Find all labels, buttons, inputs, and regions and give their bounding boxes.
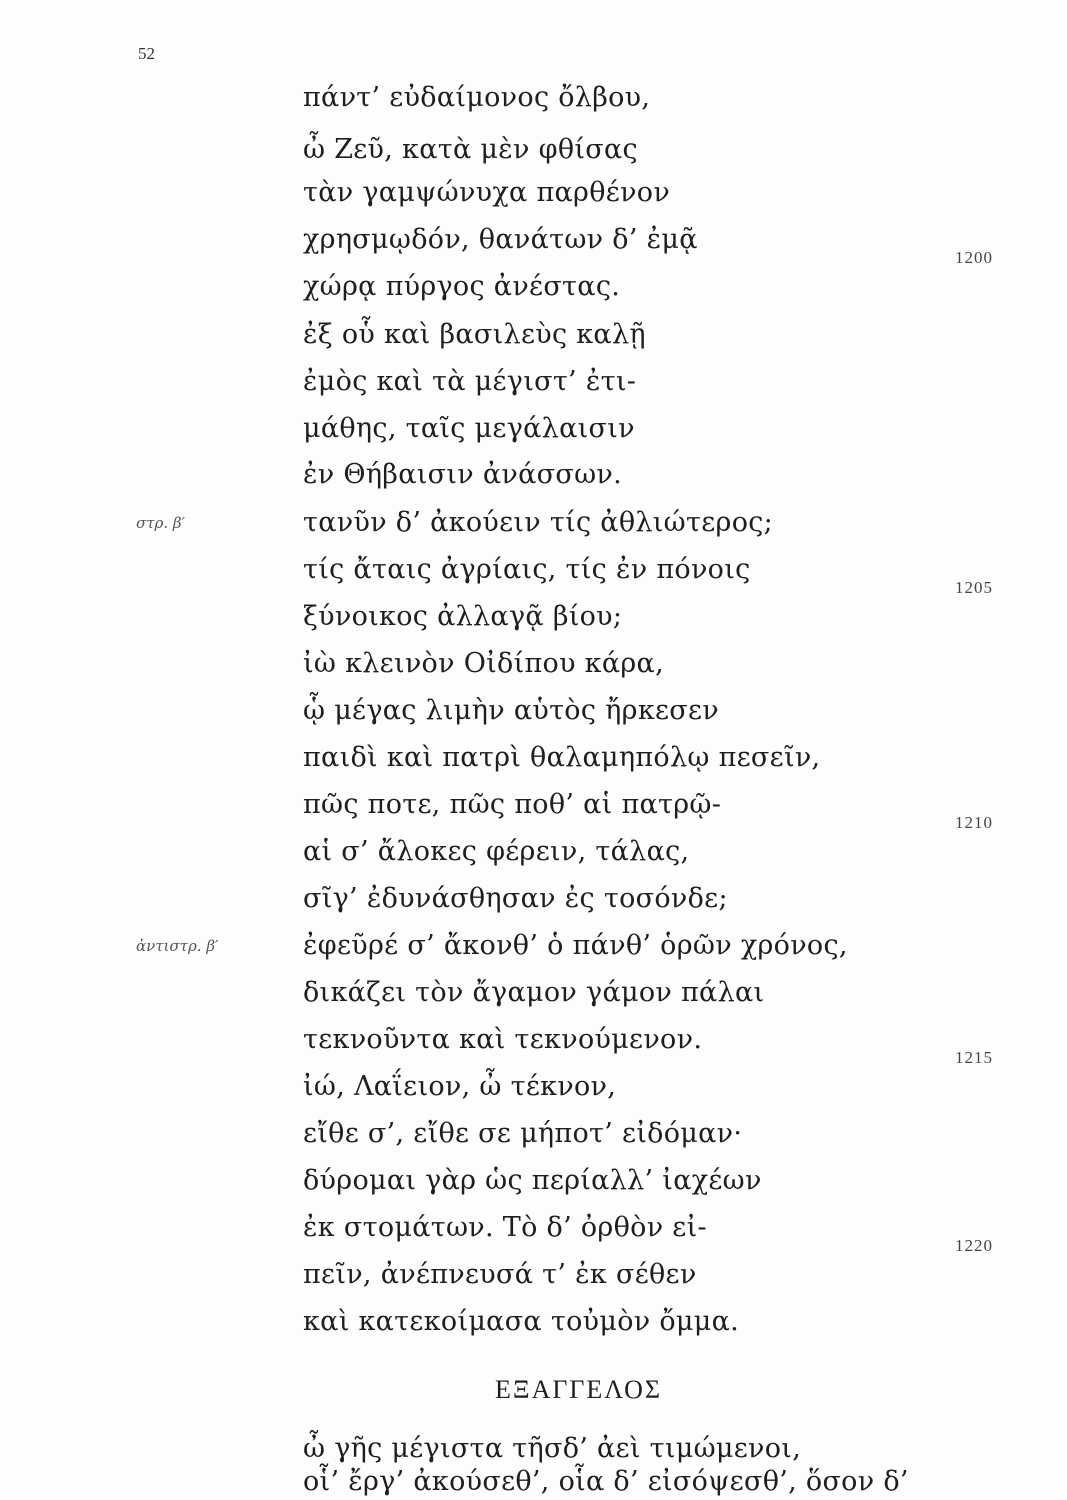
verse-line: χώρᾳ πύργος ἀνέστας. — [303, 271, 621, 302]
verse-line: παιδὶ καὶ πατρὶ θαλαμηπόλῳ πεσεῖν, — [303, 742, 821, 773]
verse-line: τεκνοῦντα καὶ τεκνούμενον. — [303, 1024, 703, 1055]
verse-line: ἰώ, Λαΐειον, ὦ τέκνον, — [303, 1071, 617, 1102]
line-number: 1215 — [955, 1048, 993, 1067]
verse-line: δικάζει τὸν ἄγαμον γάμον πάλαι — [303, 977, 765, 1008]
verse-line: ὦ Ζεῦ, κατὰ μὲν φθίσας — [303, 134, 638, 165]
verse-line: τίς ἄταις ἀγρίαις, τίς ἐν πόνοις — [303, 554, 751, 585]
verse-line: πάντ’ εὐδαίμονος ὄλβου, — [303, 82, 651, 113]
verse-line: πῶς ποτε, πῶς ποθ’ αἱ πατρῷ- — [303, 789, 722, 820]
verse-line: πεῖν, ἀνέπνευσά τ’ ἐκ σέθεν — [303, 1259, 697, 1290]
verse-line: σῖγ’ ἐδυνάσθησαν ἐς τοσόνδε; — [303, 883, 728, 914]
strophe-label: στρ. β′ — [136, 514, 185, 532]
verse-line: καὶ κατεκοίμασα τοὐμὸν ὄμμα. — [303, 1306, 740, 1337]
verse-line: ἐν Θήβαισιν ἀνάσσων. — [303, 459, 622, 490]
verse-line: εἴθε σ’, εἴθε σε μήποτ’ εἰδόμαν· — [303, 1118, 743, 1149]
verse-line: ἐξ οὗ καὶ βασιλεὺς καλῇ — [303, 319, 646, 350]
verse-line: τὰν γαμψώνυχα παρθένον — [303, 177, 671, 208]
verse-line: χρησμῳδόν, θανάτων δ’ ἐμᾷ — [303, 224, 698, 255]
verse-line: ἐφεῦρέ σ’ ἄκονθ’ ὁ πάνθ’ ὁρῶν χρόνος, — [303, 930, 848, 961]
verse-line: ξύνοικος ἀλλαγᾷ βίου; — [303, 601, 623, 632]
antistrophe-label: ἀντιστρ. β′ — [136, 937, 219, 955]
page-number: 52 — [138, 44, 155, 63]
verse-line: μάθης, ταῖς μεγάλαισιν — [303, 413, 635, 444]
verse-line: ᾧ μέγας λιμὴν αὑτὸς ἤρκεσεν — [303, 695, 720, 726]
verse-line: ἐκ στομάτων. Τὸ δ’ ὀρθὸν εἰ- — [303, 1212, 707, 1243]
speech-line: οἷ’ ἔργ’ ἀκούσεθ’, οἷα δ’ εἰσόψεσθ’, ὅσον δ’ — [303, 1466, 909, 1497]
verse-line: δύρομαι γὰρ ὡς περίαλλ’ ἰαχέων — [303, 1165, 762, 1196]
verse-line: αἱ σ’ ἄλοκες φέρειν, τάλας, — [303, 836, 690, 867]
verse-line: ἰὼ κλεινὸν Οἰδίπου κάρα, — [303, 648, 664, 679]
speech-line: ὦ γῆς μέγιστα τῆσδ’ ἀεὶ τιμώμενοι, — [303, 1433, 802, 1464]
speaker-name: ΕΞΑΓΓΕΛΟΣ — [494, 1375, 663, 1404]
line-number: 1200 — [955, 248, 993, 267]
line-number: 1220 — [955, 1236, 993, 1255]
line-number: 1205 — [955, 578, 993, 597]
verse-line: τανῦν δ’ ἀκούειν τίς ἀθλιώτερος; — [303, 507, 774, 538]
verse-line: ἐμὸς καὶ τὰ μέγιστ’ ἐτι- — [303, 366, 637, 397]
line-number: 1210 — [955, 813, 993, 832]
